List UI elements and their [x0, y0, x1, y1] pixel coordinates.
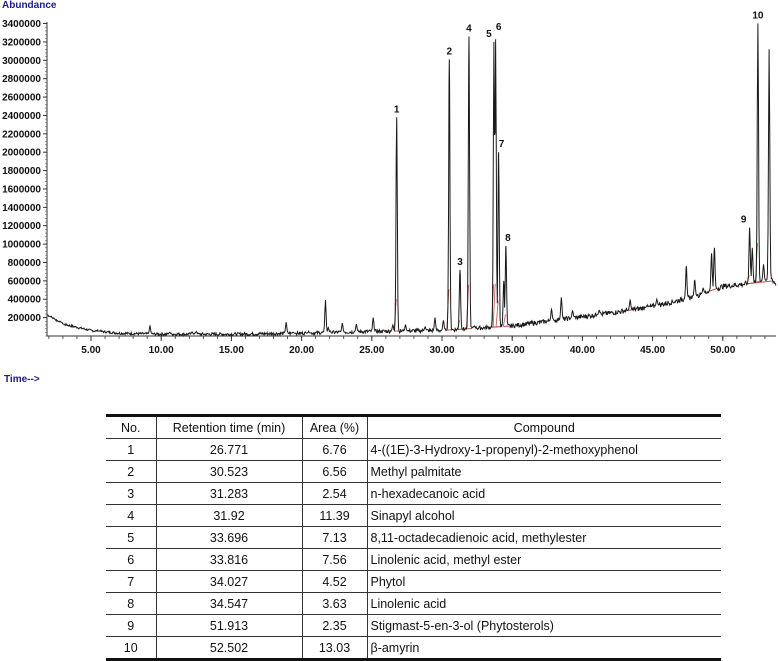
- cell-area: 2.35: [302, 615, 367, 637]
- compound-table: [106, 414, 721, 661]
- cell-no: 10: [106, 637, 156, 660]
- svg-text:15.00: 15.00: [219, 345, 244, 356]
- cell-compound: Linolenic acid: [367, 593, 721, 615]
- cell-retention-time: 33.816: [156, 549, 302, 571]
- table-row: [106, 527, 721, 549]
- svg-text:25.00: 25.00: [359, 345, 384, 356]
- svg-text:2000000: 2000000: [2, 148, 41, 159]
- svg-text:7: 7: [499, 139, 505, 150]
- svg-text:3: 3: [457, 257, 463, 268]
- svg-text:6: 6: [496, 22, 502, 33]
- svg-text:5.00: 5.00: [81, 345, 101, 356]
- svg-text:35.00: 35.00: [500, 345, 525, 356]
- svg-text:2800000: 2800000: [2, 74, 41, 85]
- cell-retention-time: 34.027: [156, 571, 302, 593]
- cell-area: 6.76: [302, 439, 367, 461]
- table-row: [106, 461, 721, 483]
- svg-text:10: 10: [752, 11, 764, 22]
- svg-text:1400000: 1400000: [2, 203, 41, 214]
- svg-text:20.00: 20.00: [289, 345, 314, 356]
- svg-text:3400000: 3400000: [2, 19, 41, 30]
- svg-text:3200000: 3200000: [2, 37, 41, 48]
- table-row: [106, 615, 721, 637]
- cell-compound: β-amyrin: [367, 637, 721, 660]
- cell-compound: Sinapyl alcohol: [367, 505, 721, 527]
- cell-retention-time: 52.502: [156, 637, 302, 660]
- svg-text:10.00: 10.00: [149, 345, 174, 356]
- table-row: [106, 505, 721, 527]
- svg-text:4: 4: [466, 23, 472, 34]
- svg-text:8: 8: [505, 233, 511, 244]
- cell-compound: n-hexadecanoic acid: [367, 483, 721, 505]
- cell-no: 2: [106, 461, 156, 483]
- table-row: [106, 439, 721, 461]
- cell-area: 4.52: [302, 571, 367, 593]
- table-row: [106, 549, 721, 571]
- header-area: Area (%): [302, 416, 367, 439]
- svg-text:50.00: 50.00: [710, 345, 735, 356]
- cell-compound: 8,11-octadecadienoic acid, methylester: [367, 527, 721, 549]
- cell-area: 2.54: [302, 483, 367, 505]
- header-no: No.: [106, 416, 156, 439]
- cell-no: 8: [106, 593, 156, 615]
- cell-compound: Linolenic acid, methyl ester: [367, 549, 721, 571]
- table-row: [106, 483, 721, 505]
- svg-text:2400000: 2400000: [2, 111, 41, 122]
- cell-no: 4: [106, 505, 156, 527]
- cell-compound: Phytol: [367, 571, 721, 593]
- cell-compound: Methyl palmitate: [367, 461, 721, 483]
- table-header-row: [106, 416, 721, 439]
- cell-area: 13.03: [302, 637, 367, 660]
- cell-compound: Stigmast-5-en-3-ol (Phytosterols): [367, 615, 721, 637]
- cell-area: 7.13: [302, 527, 367, 549]
- cell-area: 3.63: [302, 593, 367, 615]
- svg-text:200000: 200000: [8, 313, 42, 324]
- cell-retention-time: 31.92: [156, 505, 302, 527]
- svg-text:1000000: 1000000: [2, 240, 41, 251]
- cell-area: 7.56: [302, 549, 367, 571]
- svg-text:3000000: 3000000: [2, 56, 41, 67]
- header-retention-time: Retention time (min): [156, 416, 302, 439]
- x-axis: [47, 336, 776, 356]
- cell-retention-time: 31.283: [156, 483, 302, 505]
- cell-area: 6.56: [302, 461, 367, 483]
- cell-no: 9: [106, 615, 156, 637]
- cell-retention-time: 30.523: [156, 461, 302, 483]
- svg-text:5: 5: [486, 29, 492, 40]
- cell-retention-time: 33.696: [156, 527, 302, 549]
- y-axis: [2, 19, 47, 336]
- x-axis-title: Time-->: [4, 374, 40, 385]
- table-row: [106, 637, 721, 660]
- svg-text:400000: 400000: [8, 295, 42, 306]
- svg-text:800000: 800000: [8, 258, 42, 269]
- cell-retention-time: 34.547: [156, 593, 302, 615]
- svg-text:600000: 600000: [8, 276, 42, 287]
- cell-no: 1: [106, 439, 156, 461]
- svg-text:1800000: 1800000: [2, 166, 41, 177]
- cell-retention-time: 51.913: [156, 615, 302, 637]
- header-compound: Compound: [367, 416, 721, 439]
- table-row: [106, 593, 721, 615]
- cell-no: 7: [106, 571, 156, 593]
- cell-retention-time: 26.771: [156, 439, 302, 461]
- cell-no: 6: [106, 549, 156, 571]
- svg-text:2: 2: [447, 46, 453, 57]
- svg-text:9: 9: [741, 215, 747, 226]
- chromatogram-trace: [48, 24, 776, 336]
- cell-no: 5: [106, 527, 156, 549]
- svg-text:1600000: 1600000: [2, 184, 41, 195]
- svg-text:40.00: 40.00: [570, 345, 595, 356]
- y-axis-title: Abundance: [2, 0, 57, 11]
- svg-text:45.00: 45.00: [640, 345, 665, 356]
- svg-text:30.00: 30.00: [429, 345, 454, 356]
- table-row: [106, 571, 721, 593]
- svg-text:2600000: 2600000: [2, 93, 41, 104]
- cell-compound: 4-((1E)-3-Hydroxy-1-propenyl)-2-methoxyphenol: [367, 439, 721, 461]
- svg-text:1200000: 1200000: [2, 221, 41, 232]
- svg-text:2200000: 2200000: [2, 129, 41, 140]
- svg-text:1: 1: [394, 104, 400, 115]
- cell-area: 11.39: [302, 505, 367, 527]
- cell-no: 3: [106, 483, 156, 505]
